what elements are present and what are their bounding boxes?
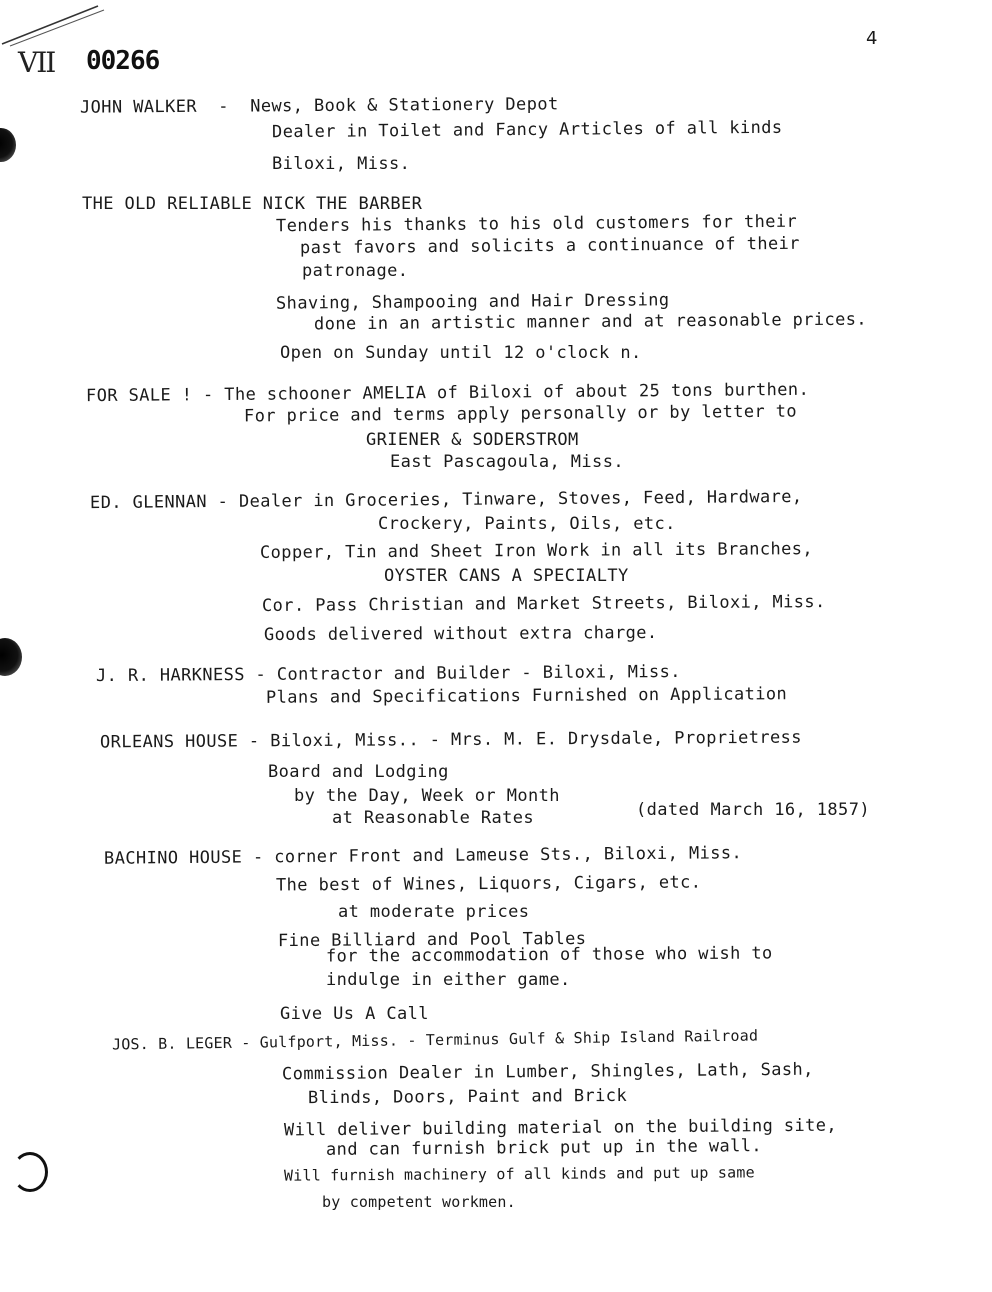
entry-line: at Reasonable Rates [332,808,535,828]
entry-line: Will furnish machinery of all kinds and put up same [283,1163,755,1185]
page-number: 4 [866,28,878,49]
entry-line: Goods delivered without extra charge. [263,622,658,646]
entry-line: Copper, Tin and Sheet Iron Work in all its Branches, [259,539,814,563]
entry-heading-john-walker: JOHN WALKER - News, Book & Stationery Depot [79,94,559,118]
pen-stroke-mark [0,0,110,50]
entry-line: GRIENER & SODERSTROM [366,430,579,450]
entry-line: Crockery, Paints, Oils, etc. [378,514,676,534]
entry-line: patronage. [302,261,409,281]
entry-line: done in an artistic manner and at reasonable prices. [313,309,868,335]
entry-line: Shaving, Shampooing and Hair Dressing [275,290,670,314]
entry-line: Cor. Pass Christian and Market Streets, Biloxi, Miss. [261,592,826,616]
entry-line: indulge in either game. [326,970,571,990]
entry-heading-orleans-house: ORLEANS HOUSE - Biloxi, Miss.. - Mrs. M. E. Drysdale, Proprietress [99,727,802,753]
entry-line: The best of Wines, Liquors, Cigars, etc. [275,872,702,896]
entry-line: Tenders his thanks to his old customers for their [275,211,798,237]
punch-hole-bottom [12,1152,48,1192]
entry-heading-bachino-house: BACHINO HOUSE - corner Front and Lameuse Sts., Biloxi, Miss. [103,843,743,869]
entry-line: Blinds, Doors, Paint and Brick [307,1085,628,1109]
entry-line: past favors and solicits a continuance of their [299,233,800,259]
entry-line: Open on Sunday until 12 o'clock n. [280,343,642,363]
punch-hole-middle [0,638,22,676]
entry-line: For price and terms apply personally or by letter to [243,401,798,427]
entry-line: for the accommodation of those who wish to [325,943,773,967]
entry-line: Fine Billiard and Pool Tables [277,928,587,952]
punch-hole-top [0,128,16,162]
entry-line: at moderate prices [338,902,530,922]
entry-line: by competent workmen. [322,1193,516,1211]
entry-line: Biloxi, Miss. [272,154,411,174]
entry-line: by the Day, Week or Month [294,786,560,806]
entry-heading-harkness: J. R. HARKNESS - Contractor and Builder - Biloxi, Miss. [95,661,681,687]
entry-heading-jos-b-leger: JOS. B. LEGER - Gulfport, Miss. - Terminus Gulf & Ship Island Railroad [111,1026,759,1054]
entry-line: and can furnish brick put up in the wall. [325,1136,763,1160]
entry-line: Give Us A Call [280,1004,429,1024]
entry-line: Plans and Specifications Furnished on Application [265,684,788,708]
roman-numeral-mark: VII [18,46,55,79]
entry-line: Dealer in Toilet and Fancy Articles of all kinds [271,117,783,143]
entry-line: Will deliver building material on the building site, [283,1115,838,1141]
date-note: (dated March 16, 1857) [636,800,870,820]
entry-line: OYSTER CANS A SPECIALTY [384,566,629,586]
entry-heading-ed-glennan: ED. GLENNAN - Dealer in Groceries, Tinware, Stoves, Feed, Hardware, [89,486,803,514]
entry-line: Board and Lodging [268,762,449,782]
entry-heading-for-sale: FOR SALE ! - The schooner AMELIA of Biloxi of about 25 tons burthen. [85,379,810,407]
entry-heading-nick-the-barber: THE OLD RELIABLE NICK THE BARBER [82,194,423,214]
document-number: 00266 [86,46,160,76]
entry-line: Commission Dealer in Lumber, Shingles, Lath, Sash, [281,1059,814,1085]
entry-line: East Pascagoula, Miss. [390,452,624,472]
